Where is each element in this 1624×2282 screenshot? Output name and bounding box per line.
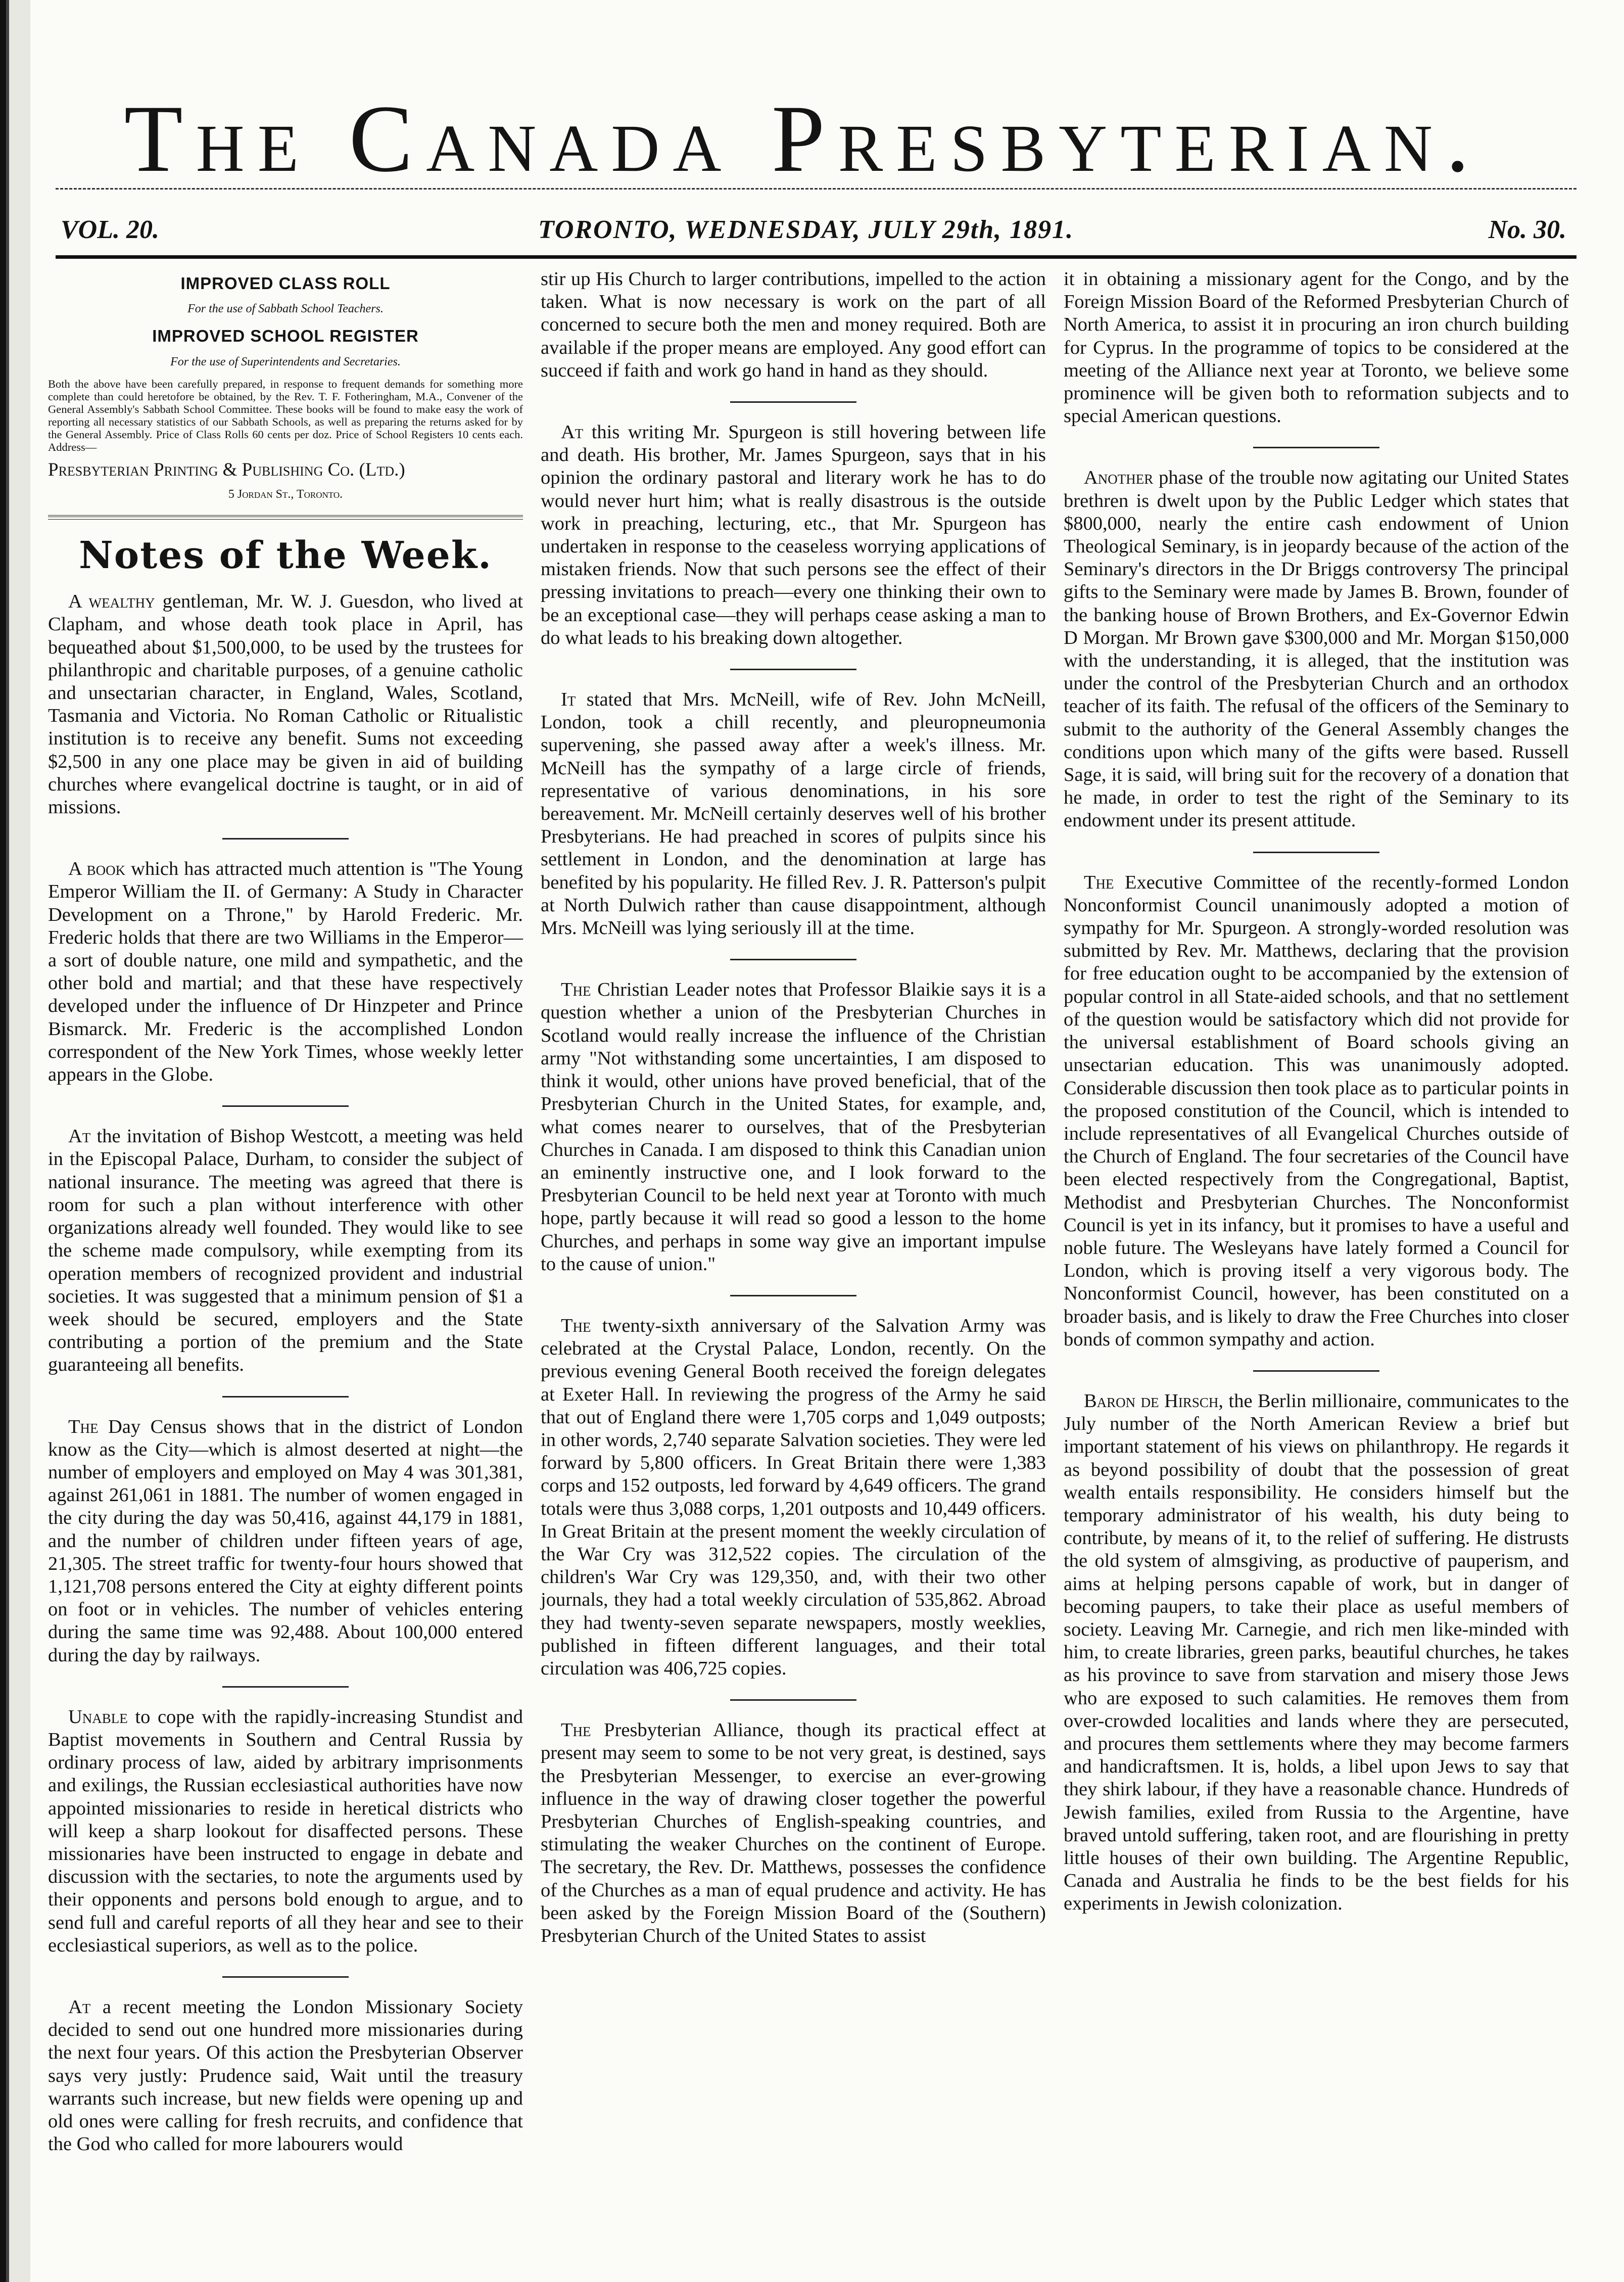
article-young-emperor: A book which has attracted much attention is "The Young Emperor William the II. of Germany: A Study in Character Development on a Throne," by Harold Frederic. Mr. Frederic holds that there are two Williams in the Emperor—a sort of double nature, one mild and sympathetic, and the other bold and martial; and that these have respectively developed under the influence of Dr Hinzpeter and Prince Bismarck. Mr. Frederic is the accomplished London correspondent of the New York Times, whose weekly letter appears in the Globe. bbox=[48, 858, 523, 1086]
article-divider bbox=[730, 401, 856, 403]
article-continuation: it in obtaining a missionary agent for the Congo, and by the Foreign Mission Board of the Reformed Presbyterian Church of North America, to assist it in procuring an iron church building for Cyprus. In the programme of topics to be considered at the meeting of the Alliance next year at Toronto, we believe some prominence will be given both to reformation subjects and to special American questions. bbox=[1064, 268, 1569, 427]
advert-heading-register: IMPROVED SCHOOL REGISTER bbox=[152, 327, 419, 346]
advert-divider bbox=[48, 515, 523, 520]
article-divider bbox=[730, 959, 856, 960]
masthead-title: The Canada Presbyterian. bbox=[124, 86, 1483, 192]
article-continuation: stir up His Church to larger contributions, impelled to the action taken. What is now necessary is work on the part of all concerned to secure both the men and money required. Both are available if the proper means are employed. Any good effort can succeed if faith and work go hand in hand as they should. bbox=[541, 268, 1046, 381]
article-christian-leader: The Christian Leader notes that Professor Blaikie says it is a question whether a union of the Presbyterian Churches in Scotland would really increase the influence of the Christian army "Not withstanding some uncertainties, I am disposed to think it would, other unions have proved beneficial, that of the Presbyterian Church in the United States, for example, and, what comes nearer to ourselves, that of the Presbyterian Churches in Canada. I am disposed to think this Canadian union an eminently instructive one, and I look forward to the Presbyterian Council to be held next year at Toronto with much hope, partly because it will read so good a lesson to the home Churches, and perhaps in some way give an important impulse to the cause of union." bbox=[541, 979, 1046, 1275]
article-divider bbox=[222, 1105, 349, 1107]
volume-label: VOL. 20. bbox=[61, 215, 159, 244]
dateline bbox=[61, 215, 1577, 250]
article-russia-stundists: Unable to cope with the rapidly-increasing Stundist and Baptist movements in Southern and Central Russia by ordinary process of law, aided by arbitrary imprisonments and exilings, the Russian ecclesiastical authorities have now appointed missionaries to reside in heretical districts who will keep a sharp lookout for disaffected persons. These missionaries have been instructed to engage in debate and discussion with the sectaries, to note the arguments used by their opponents and persons bold enough to argue, and to send full and careful reports of all they hear and see to their ecclesiastical superiors, as well as to the police. bbox=[48, 1706, 523, 1956]
article-divider bbox=[1253, 852, 1379, 853]
article-divider bbox=[730, 669, 856, 670]
masthead-rule-top bbox=[56, 188, 1577, 190]
article-baron-de-hirsch: Baron de Hirsch, the Berlin millionaire, communicates to the July number of the North American Review a brief but important statement of his views on philanthropy. He regards it as beyond possibility of doubt that the possession of great wealth entails responsibility. He considers himself but the temporary administrator of his wealth, his duty being to contribute, by means of it, to the relief of suffering. He distrusts the old system of almsgiving, as productive of pauperism, and aims at helping persons capable of work, but in danger of becoming paupers, to take their place as useful members of society. Leaving Mr. Carnegie, and rich men like-minded with him, to create libraries, green parks, beautiful churches, he takes as his province to save from starvation and misery those Jews who are exposed to such calamities. He removes them from over-crowded localities and lands where they are persecuted, and procures them settlements where they may become farmers and handicraftsmen. It is, holds, a libel upon Jews to say that they shirk labour, if they have a reasonable chance. Hundreds of Jewish families, exiled from Russia to the Argentine, have braved untold suffering, taken root, and are flourishing in pretty little houses of their own building. The Argentine Republic, Canada and Australia he finds to be the best fields for his experiments in Jewish colonization. bbox=[1064, 1390, 1569, 1915]
article-spurgeon: At this writing Mr. Spurgeon is still hovering between life and death. His brother, Mr. James Spurgeon, says that in his opinion the ordinary pastoral and literary work he has to do would never hurt him; what is really disastrous is the outside work in preaching, lecturing, etc., that Mr. Spurgeon has undertaken in response to the ceaseless worrying applications of mistaken friends. Now that such persons see the effect of their pressing invitations to preach—every one thinking their own to be an exceptional case—they will perhaps cease asking a man to do what leads to his breaking down altogether. bbox=[541, 422, 1046, 648]
article-union-seminary: Another phase of the trouble now agitating our United States brethren is dwelt upon by the Public Ledger which states that $800,000, nearly the entire cash endowment of Union Theological Seminary, is in jeopardy because of the action of the Seminary's directors in the Dr Briggs controversy The principal gifts to the Seminary were made by James B. Brown, founder of the banking house of Brown Brothers, and Ex-Governor Edwin D Morgan. Mr Brown gave $300,000 and Mr. Morgan $150,000 with the understanding, it is alleged, that the institution was under the control of the Presbyterian Church and an orthodox teacher of its faith. The refusal of the officers of the Seminary to submit to the authority of the General Assembly changes the conditions upon which many of the gifts were based. Russell Sage, it is said, will bring suit for the recovery of a donation that he made, in order to test the right of the Seminary to its endowment under its present attitude. bbox=[1064, 467, 1569, 831]
issue-date: TORONTO, WEDNESDAY, JULY 29th, 1891. bbox=[538, 215, 1074, 244]
article-divider bbox=[1253, 1370, 1379, 1372]
advert-heading-class-roll: IMPROVED CLASS ROLL bbox=[180, 274, 391, 293]
advert-publisher: Presbyterian Printing & Publishing Co. (Ltd.) bbox=[48, 459, 405, 480]
column-3 bbox=[1064, 268, 1569, 1916]
article-divider bbox=[730, 1699, 856, 1701]
article-divider bbox=[222, 838, 349, 840]
advert-body: Both the above have been carefully prepared, in response to frequent demands for something more complete than could heretofore be obtained, by the Rev. T. F. Fotheringham, M.A., Convener of the General Assembly's Sabbath School Committee. These books will be found to make easy the work of reporting all necessary statistics of our Sabbath Schools, as well as preparing the returns asked for by the General Assembly. Price of Class Rolls 60 cents per doz. Price of School Registers 10 cents each. Address— bbox=[48, 377, 523, 453]
advertisement bbox=[48, 272, 523, 506]
column-2 bbox=[541, 268, 1046, 1947]
advert-subheading-register: For the use of Superintendents and Secretaries. bbox=[170, 355, 401, 368]
section-heading: Notes of the Week. bbox=[79, 534, 492, 578]
article-mcneill: It stated that Mrs. McNeill, wife of Rev. John McNeill, London, took a chill recently, and pleuropneumonia supervening, she passed away after a week's illness. Mr. McNeill has the sympathy of a large circle of friends, representative of various denominations, in his sore bereavement. Mr. McNeill certainly deserves well of his brother Presbyterians. He had preached in scores of pulpits since his settlement in London, and the denomination at large has benefited by his popularity. He filled Rev. J. R. Patterson's pulpit at North Dulwich rather than cause disappointment, although Mrs. McNeill was lying seriously ill at the time. bbox=[541, 689, 1046, 939]
article-presbyterian-alliance: The Presbyterian Alliance, though its practical effect at present may seem to some to be not very great, is destined, says the Presbyterian Messenger, to exercise an ever-growing influence in the way of drawing closer together the powerful Presbyterian Churches of English-speaking countries, and stimulating the weaker Churches on the continent of Europe. The secretary, the Rev. Dr. Matthews, possesses the confidence of the Churches as a man of equal prudence and activity. He has been asked by the Foreign Mission Board of the (Southern) Presbyterian Church of the United States to assist bbox=[541, 1719, 1046, 1946]
article-divider bbox=[222, 1976, 349, 1978]
masthead-rule-bottom bbox=[56, 255, 1577, 259]
article-divider bbox=[222, 1396, 349, 1398]
advert-subheading-class-roll: For the use of Sabbath School Teachers. bbox=[187, 302, 384, 316]
article-divider bbox=[222, 1686, 349, 1688]
article-guesdon: A wealthy gentleman, Mr. W. J. Guesdon, who lived at Clapham, and whose death took place in April, has bequeathed about $1,500,000, to be used by the trustees for philanthropic and charitable purposes, of a genuine catholic and unsectarian character, in England, Wales, Scotland, Tasmania and Victoria. No Roman Catholic or Ritualistic institution is to receive any benefit. Sums not exceeding $2,500 in any one place may be given in aid of building churches where evangelical doctrine is taught, or in aid of missions. bbox=[48, 591, 523, 818]
column-1 bbox=[48, 268, 523, 2156]
article-national-insurance: At the invitation of Bishop Westcott, a meeting was held in the Episcopal Palace, Durham, to consider the subject of national insurance. The meeting was agreed that there is room for such a plan without interference with other organizations already well founded. They would like to see the scheme made compulsory, while exempting from its operation members of recognized provident and industrial societies. It was suggested that a minimum pension of $1 a week should be secured, employers and the State contributing a portion of the premium and the State guaranteeing all benefits. bbox=[48, 1126, 523, 1376]
issue-number: No. 30. bbox=[1488, 215, 1566, 244]
article-divider bbox=[730, 1295, 856, 1296]
binding-edge bbox=[0, 0, 30, 2282]
article-day-census: The Day Census shows that in the district of London know as the City—which is almost deserted at night—the number of employers and employed on May 4 was 301,381, against 261,061 in 1881. The number of women engaged in the city during the day was 50,416, against 44,179 in 1881, and the number of children under fifteen years of age, 21,305. The street traffic for twenty-four hours showed that 1,121,708 persons entered the City at eighty different points on foot or in vehicles. The number of vehicles entering during the same time was 92,488. About 100,000 entered during the day by railways. bbox=[48, 1416, 523, 1666]
article-nonconformist-council: The Executive Committee of the recently-formed London Nonconformist Council unanimously adopted a motion of sympathy for Mr. Spurgeon. A strongly-worded resolution was submitted by Rev. Mr. Matthews, declaring that the provision for free education ought to be accompanied by the extension of popular control in all State-aided schools, and that no settlement of the question would be satisfactory which did not provide for the universal establishment of Board schools giving an unsectarian education. This was unanimously adopted. Considerable discussion then took place as to particular points in the proposed constitution of the Council, which is intended to include representatives of all Evangelical Churches outside of the Church of England. The four secretaries of the Council have been elected respectively from the Congregational, Baptist, Methodist and Presbyterian Churches. The Nonconformist Council is yet in its infancy, but it promises to have a useful and noble future. The Wesleyans have lately formed a Council for London, which is proving itself a very vigorous body. The Nonconformist Council, however, has been constituted on a broader basis, and is likely to draw the Free Churches into closer bonds of common sympathy and action. bbox=[1064, 871, 1569, 1350]
article-london-missionary: At a recent meeting the London Missionary Society decided to send out one hundred more missionaries during the next four years. Of this action the Presbyterian Observer says very justly: Prudence said, Wait until the treasury warrants such increase, but new fields were opening up and old ones were calling for fresh recruits, and confidence that the God who called for more labourers would bbox=[48, 1996, 523, 2155]
article-divider bbox=[1253, 447, 1379, 448]
article-salvation-army: The twenty-sixth anniversary of the Salvation Army was celebrated at the Crystal Palace, London, recently. On the previous evening General Booth received the foreign delegates at Exeter Hall. In reviewing the progress of the Army he said that out of England there were 1,705 corps and 1,049 outposts; in other words, 2,740 separate Salvation societies. They were led forward by 5,800 officers. In Great Britain there were 1,383 corps and 152 outposts, led forward by 4,649 officers. The grand totals were thus 3,088 corps, 1,201 outposts and 10,449 officers. In Great Britain at the present moment the weekly circulation of the War Cry was 312,522 copies. The circulation of the children's War Cry was 129,350, and, with their two other journals, they had a total weekly circulation of 535,862. Abroad they had twenty-seven separate newspapers, mostly weeklies, published in fifteen different languages, and their total circulation was 406,725 copies. bbox=[541, 1315, 1046, 1679]
advert-address: 5 Jordan St., Toronto. bbox=[228, 488, 343, 501]
